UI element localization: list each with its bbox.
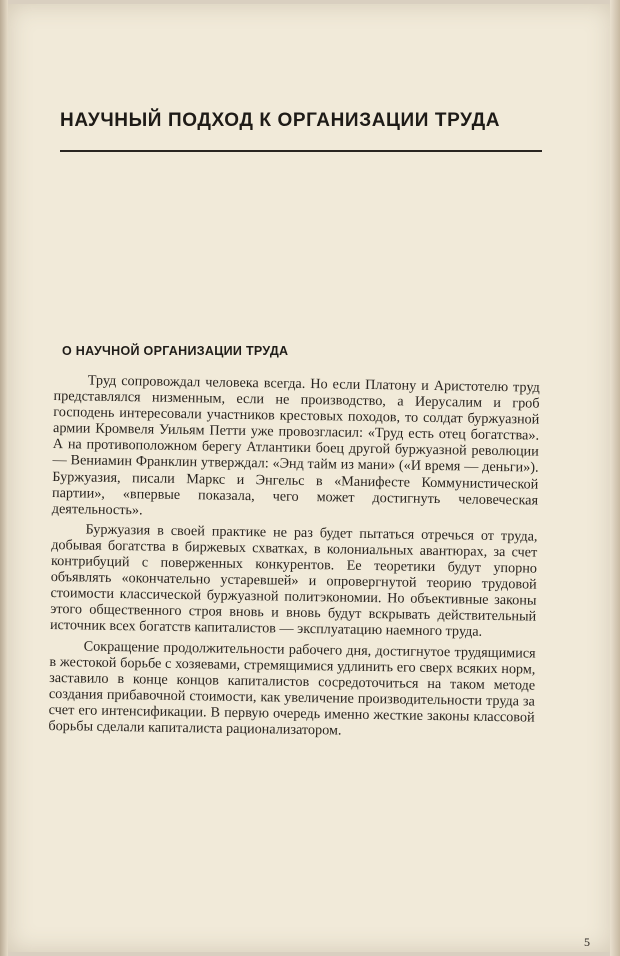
title-underline (60, 150, 542, 152)
paragraph-1: Труд сопровождал человека всегда. Но если Платону и Аристотелю труд представлялся низменным, если не производство, а Иерусалим и гроб господень интересовали участников крестовых походов, то солдат буржуазной армии Кромвеля Уильям Петти уже провозгласил: «Труд есть отец богатства». А на противоположном берегу Атлантики боец другой буржуазной революции — Вениамин Франклин утверждал: «Энд тайм из мани» («И время — деньги»). Буржуазия, писали Маркс и Энгельс в «Манифесте Коммунистической партии», «впервые показала, чего может достигнуть человеческая деятельность». (51, 372, 540, 519)
book-page (8, 4, 612, 952)
paragraph-2: Буржуазия в своей практике не раз будет пытаться отречься от труда, добывая богатства в биржевых схватках, в колониальных авантюрах, за счет контрибуций с поверженных конкурентов. Ее теоретики будут упорно объявлять «окончательно устаревшей» и опровергнутой теорию трудовой стоимости классической буржуазной политэкономии. Но объективные законы этого общественного строя вновь и вновь будут вскрывать действительный источник всех богатств капиталистов — эксплуатацию наемного труда. (49, 521, 538, 641)
page-edge-right (610, 0, 620, 956)
page-number: 5 (584, 935, 590, 949)
body-text (48, 372, 540, 746)
page-edge-left (0, 0, 8, 956)
paragraph-3: Сокращение продолжительности рабочего дня, достигнутое трудящимися в жестокой борьбе с хозяевами, стремящимися удлинить его сверх всяких норм, заставило в конце концов капиталистов сосредоточиться на таком методе создания прибавочной стоимости, как увеличение производительности труда за счет его интенсификации. В первую очередь именно жесткие законы классовой борьбы сделали капиталиста рационализатором. (48, 638, 536, 739)
section-heading: О НАУЧНОЙ ОРГАНИЗАЦИИ ТРУДА (62, 344, 289, 358)
chapter-title: НАУЧНЫЙ ПОДХОД К ОРГАНИЗАЦИИ ТРУДА (60, 110, 501, 131)
